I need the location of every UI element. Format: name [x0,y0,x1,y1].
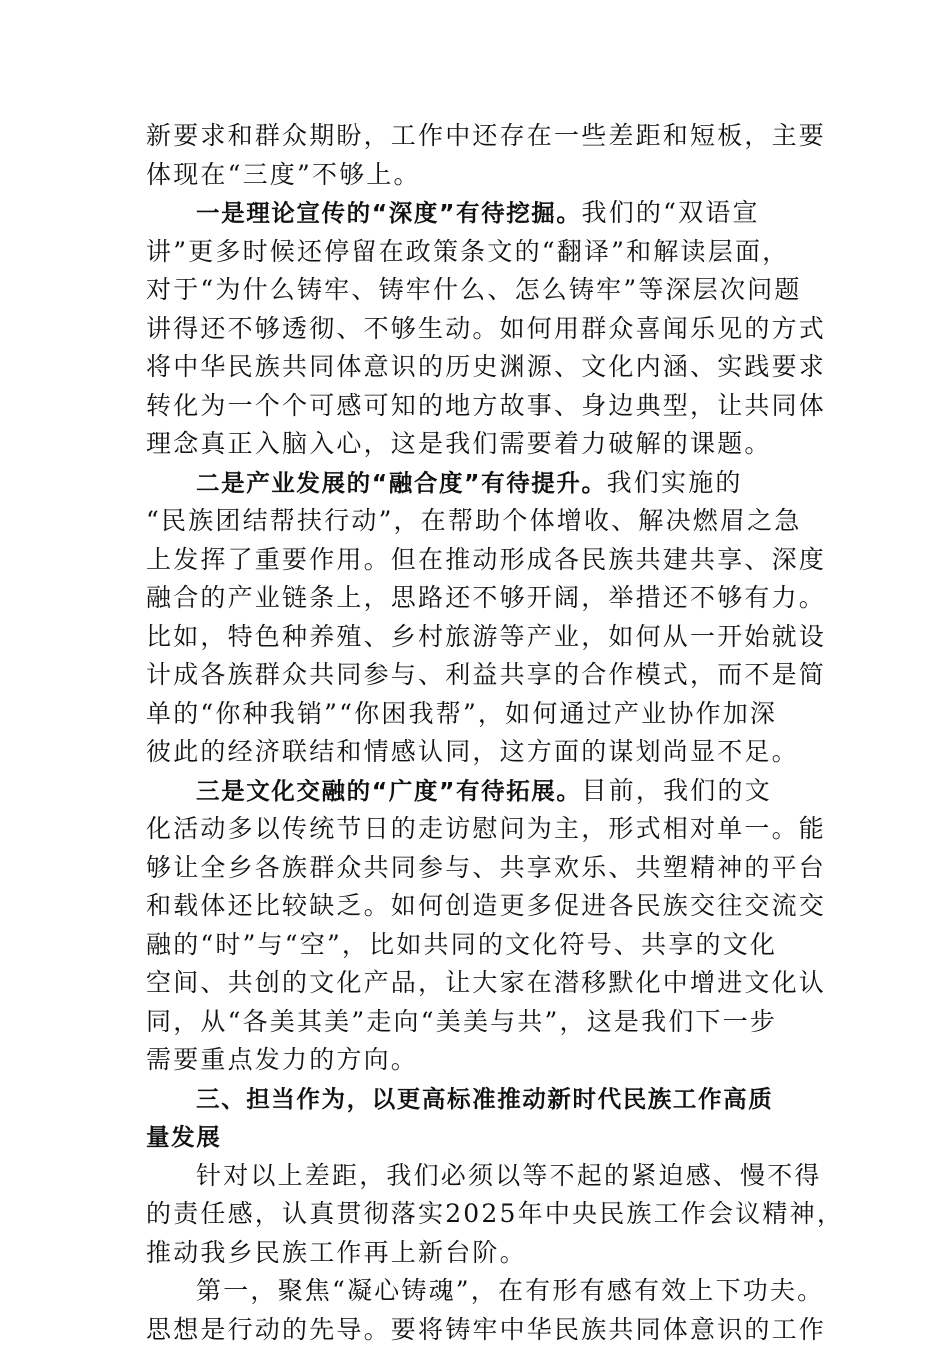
section-heading [146,1080,836,1119]
paragraph-lead-heading: 一是理论宣传的“深度”有待挖掘。 [196,199,582,227]
line-text: “民族团结帮扶行动”，在帮助个体增收、解决燃眉之急 [146,506,802,535]
line-text: 针对以上差距，我们必须以等不起的紧迫感、慢不得 [196,1161,822,1190]
text-line [146,271,836,310]
text-line [146,348,836,387]
text-line [146,387,836,426]
paragraph-first-line [146,1157,836,1196]
line-text: 同，从“各美其美”走向“美美与共”，这是我们下一步 [146,1007,777,1036]
text-line [146,1041,836,1080]
line-text: 够让全乡各族群众共同参与、共享欢乐、共塑精神的平台 [146,853,826,882]
text-line [146,964,836,1003]
text-line [146,579,836,618]
line-text: 融的“时”与“空”，比如共同的文化符号、共享的文化 [146,930,777,959]
text-line [146,849,836,888]
line-text: 思想是行动的先导。要将铸牢中华民族共同体意识的工作 [146,1315,826,1344]
text-line [146,1311,836,1349]
paragraph-lead-heading: 二是产业发展的“融合度”有待提升。 [196,469,607,497]
line-text: 目前，我们的文 [582,776,772,805]
text-line [146,310,836,349]
text-line [146,1003,836,1042]
line-text: 讲”更多时候还停留在政策条文的“翻译”和解读层面， [146,237,789,266]
body-text [146,117,836,1349]
line-text: 计成各族群众共同参与、利益共享的合作模式，而不是简 [146,660,826,689]
line-text: 需要重点发力的方向。 [146,1045,418,1074]
line-text: 转化为一个个可感可知的地方故事、身边典型，让共同体 [146,391,826,420]
line-text: 将中华民族共同体意识的历史渊源、文化内涵、实践要求 [146,352,826,381]
paragraph-first-line [146,1272,836,1311]
text-line [146,156,836,195]
paragraph-first-line [146,194,836,233]
text-line [146,926,836,965]
line-text: 化活动多以传统节日的走访慰问为主，形式相对单一。能 [146,814,826,843]
text-line [146,502,836,541]
line-text: 融合的产业链条上，思路还不够开阔，举措还不够有力。 [146,583,826,612]
line-text: 空间、共创的文化产品，让大家在潜移默化中增进文化认 [146,968,826,997]
line-text: 对于“为什么铸牢、铸牢什么、怎么铸牢”等深层次问题 [146,275,802,304]
section-heading [146,1118,836,1157]
paragraph-lead-heading: 三是文化交融的“广度”有待拓展。 [196,777,582,805]
line-text: 新要求和群众期盼，工作中还存在一些差距和短板，主要 [146,121,826,150]
section-heading-text: 量发展 [146,1123,221,1151]
line-text: 和载体还比较缺乏。如何创造更多促进各民族交往交流交 [146,891,826,920]
text-line [146,695,836,734]
text-line [146,810,836,849]
paragraph-first-line [146,464,836,503]
line-text: 推动我乡民族工作再上新台阶。 [146,1238,527,1267]
line-text: 单的“你种我销”“你困我帮”，如何通过产业协作加深 [146,699,777,728]
line-text: 的责任感，认真贯彻落实2025年中央民族工作会议精神， [146,1199,844,1228]
text-line [146,1195,836,1234]
line-text: 上发挥了重要作用。但在推动形成各民族共建共享、深度 [146,545,826,574]
line-text: 体现在“三度”不够上。 [146,160,421,189]
line-text: 我们的“双语宣 [582,198,760,227]
text-line [146,733,836,772]
text-line [146,887,836,926]
line-text: 讲得还不够透彻、不够生动。如何用群众喜闻乐见的方式 [146,314,826,343]
text-line [146,618,836,657]
text-line [146,233,836,272]
line-text: 第一，聚焦“凝心铸魂”，在有形有感有效上下功夫。 [196,1276,824,1305]
section-heading-text: 三、担当作为，以更高标准推动新时代民族工作高质 [196,1085,773,1113]
text-line [146,425,836,464]
text-line [146,656,836,695]
line-text: 比如，特色种养殖、乡村旅游等产业，如何从一开始就设 [146,622,826,651]
text-line [146,541,836,580]
line-text: 彼此的经济联结和情感认同，这方面的谋划尚显不足。 [146,737,799,766]
paragraph-first-line [146,772,836,811]
line-text: 我们实施的 [607,468,743,497]
text-line [146,117,836,156]
text-line [146,1234,836,1273]
line-text: 理念真正入脑入心，这是我们需要着力破解的课题。 [146,429,772,458]
